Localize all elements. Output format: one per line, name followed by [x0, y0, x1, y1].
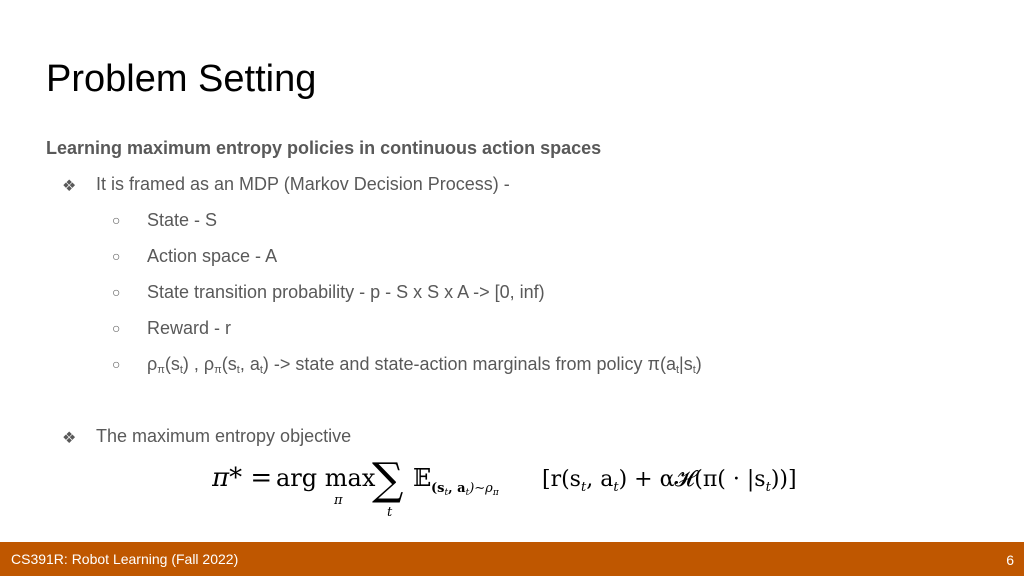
diamond-bullet-icon: ❖ [62, 178, 77, 195]
course-label: CS391R: Robot Learning (Fall 2022) [11, 551, 239, 567]
section-subtitle: Learning maximum entropy policies in continuous action spaces [46, 138, 602, 158]
page-number: 6 [1006, 552, 1014, 568]
circle-bullet-icon: ○ [112, 356, 121, 372]
formula-argmax-sub: π [334, 493, 343, 508]
bullet-text: State transition probability - p - S x S x A -> [0, inf) [147, 282, 545, 302]
objective-formula [212, 454, 852, 522]
bullet-text: State - S [147, 210, 218, 230]
formula-argmax: arg max [276, 464, 376, 492]
formula-pi-star: π* = [212, 463, 273, 493]
circle-bullet-icon: ○ [112, 320, 121, 336]
circle-bullet-icon: ○ [112, 248, 121, 264]
circle-bullet-icon: ○ [112, 212, 121, 228]
circle-bullet-icon: ○ [112, 284, 121, 300]
bullet-text: The maximum entropy objective [96, 426, 352, 446]
page-title: Problem Setting [46, 58, 317, 100]
formula-sum: ∑ [372, 454, 404, 505]
formula-body: [$r(s_t$, $a_t$) + α𝓗(π( · $|s_t$))] [542, 467, 797, 495]
bullet-text: Reward - r [147, 318, 232, 338]
bullet-text: Action space - A [147, 246, 278, 266]
bullet-text: $\rho_\pi(s_t)$ , $\rho_\pi(s_t$, $a_t$) -> state and state-action marginals from policy $\pi(a_t|s_t)$ [147, 354, 702, 376]
footer-bar [0, 542, 1024, 576]
formula-sum-sub: t [387, 505, 393, 520]
formula-expectation-sub: ($s_t$, $a_t)\sim\rho_\pi$ [431, 481, 499, 498]
bullet-text: It is framed as an MDP (Markov Decision Process) - [96, 174, 510, 194]
formula-expectation: 𝔼 [413, 464, 432, 492]
diamond-bullet-icon: ❖ [62, 430, 77, 447]
